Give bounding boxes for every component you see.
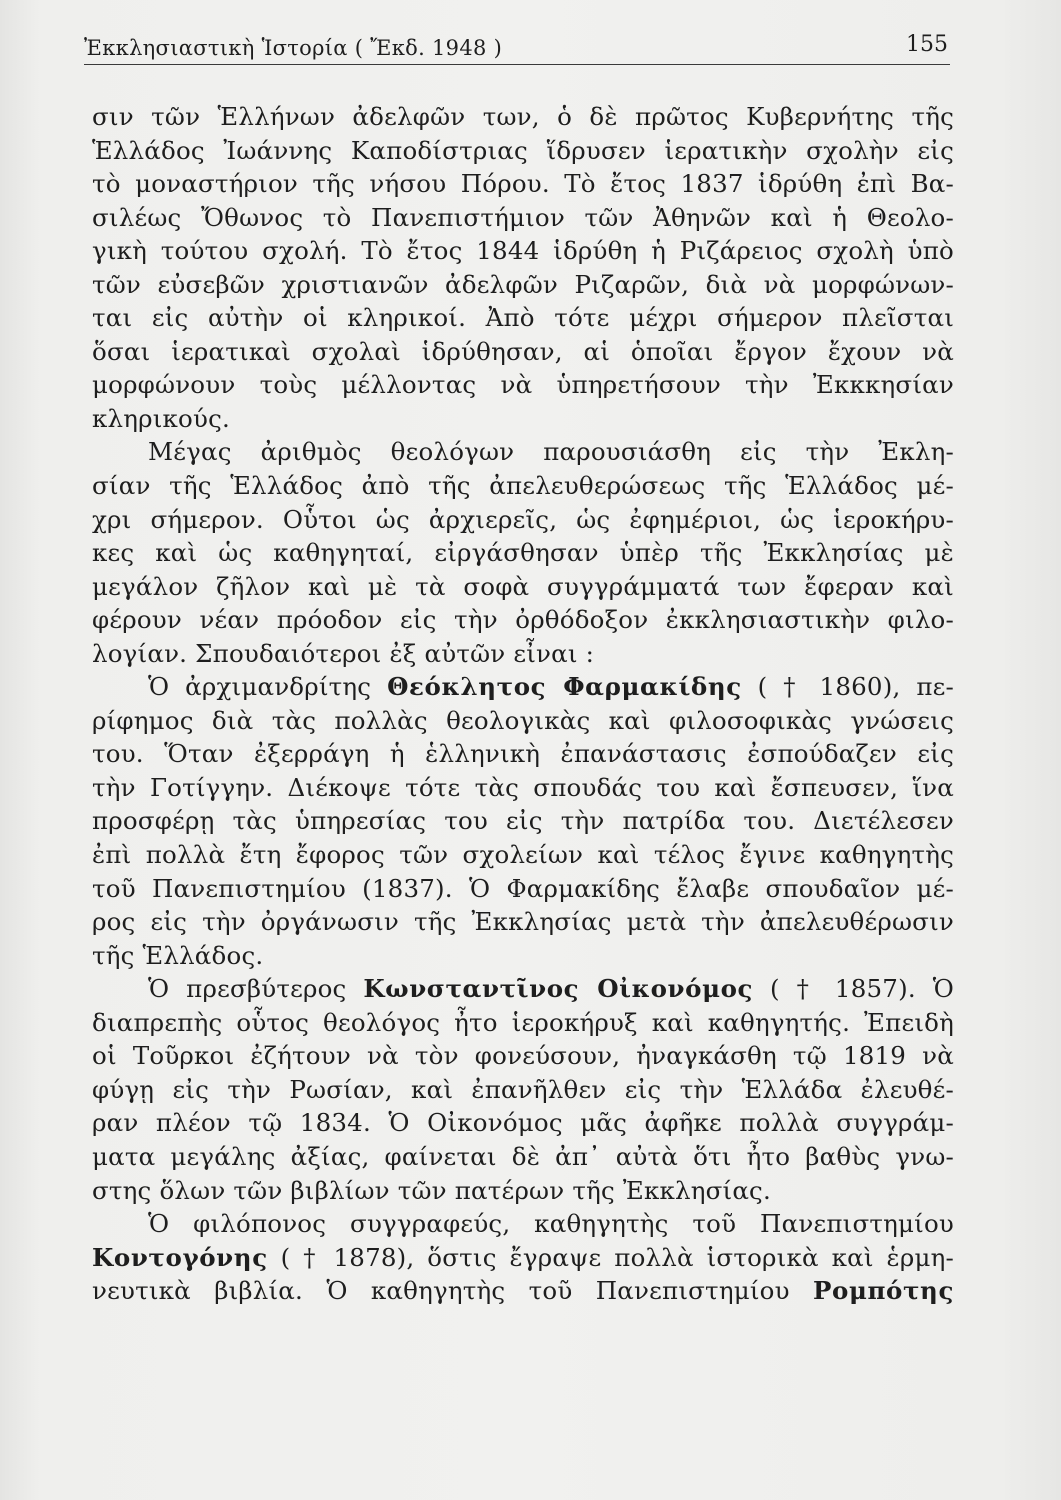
text-line: ματα μεγάλης ἀξίας, φαίνεται δὲ ἀπ᾽ αὐτὰ ὅτι ἦτο βαθὺς γνω-	[92, 1141, 954, 1171]
line-text: Ὁ ἀρχιμανδρίτης	[148, 672, 388, 702]
text-line	[92, 1241, 954, 1275]
text-line	[92, 1274, 954, 1308]
text-line: σιλέως Ὄθωνος τὸ Πανεπιστήμιον τῶν Ἀθηνῶν καὶ ἡ Θεολο-	[92, 202, 954, 232]
text-line	[92, 670, 954, 704]
text-line: του. Ὅταν ἐξερράγη ἡ ἑλληνικὴ ἐπανάστασις ἐσπούδαζεν εἰς	[92, 739, 954, 769]
text-line: χρι σήμερον. Οὗτοι ὡς ἀρχιερεῖς, ὡς ἐφημέριοι, ὡς ἱεροκήρυ-	[92, 504, 954, 534]
line-text: ( † 1857). Ὁ	[753, 974, 954, 1004]
line-text: ( † 1878), ὅστις ἔγραψε πολλὰ ἱστορικὰ καὶ ἑρμη-	[267, 1242, 954, 1272]
text-line: ὅσαι ἱερατικαὶ σχολαὶ ἱδρύθησαν, αἱ ὁποῖαι ἔργον ἔχουν νὰ	[92, 336, 954, 366]
running-title: Ἐκκλησιαστικὴ Ἱστορία ( Ἔκδ. 1948 )	[84, 36, 503, 60]
text-line: ται εἰς αὐτὴν οἱ κληρικοί. Ἀπὸ τότε μέχρι σήμερον πλεῖσται	[92, 303, 954, 333]
text-line: Ὁ φιλόπονος συγγραφεύς, καθηγητὴς τοῦ Πανεπιστημίου	[148, 1209, 954, 1239]
text-line: διαπρεπὴς οὗτος θεολόγος ἦτο ἱεροκήρυξ καὶ καθηγητής. Ἐπειδὴ	[92, 1007, 954, 1037]
text-line: φέρουν νέαν πρόοδον εἰς τὴν ὀρθόδοξον ἐκκλησιαστικὴν φιλο-	[92, 605, 954, 635]
text-line: σίαν τῆς Ἑλλάδος ἀπὸ τῆς ἀπελευθερώσεως τῆς Ἑλλάδος μέ-	[92, 471, 954, 501]
text-line: μορφώνουν τοὺς μέλλοντας νὰ ὑπηρετήσουν τὴν Ἐκκκησίαν	[92, 370, 954, 400]
text-line: τὸ μοναστήριον τῆς νήσου Πόρου. Τὸ ἔτος 1837 ἱδρύθη ἐπὶ Βα-	[92, 169, 954, 199]
page-number: 155	[906, 32, 948, 57]
text-line: τοῦ Πανεπιστημίου (1837). Ὁ Φαρμακίδης ἔλαβε σπουδαῖον μέ-	[92, 873, 954, 903]
person-name: Κοντογόνης	[92, 1242, 268, 1272]
running-header	[84, 30, 950, 65]
person-name: Ρομπότης	[813, 1276, 954, 1306]
line-text: νευτικὰ βιβλία. Ὁ καθηγητὴς τοῦ Πανεπιστημίου	[92, 1276, 813, 1306]
text-line: σιν τῶν Ἑλλήνων ἀδελφῶν των, ὁ δὲ πρῶτος Κυβερνήτης τῆς	[92, 102, 954, 131]
text-line: τῶν εὐσεβῶν χριστιανῶν ἀδελφῶν Ριζαρῶν, διὰ νὰ μορφώνων-	[92, 269, 954, 299]
line-text: Ὁ πρεσβύτερος	[148, 974, 364, 1004]
text-line: κληρικούς.	[92, 403, 230, 433]
person-name: Κωνσταντῖνος Οἰκονόμος	[363, 974, 754, 1004]
line-text: ( † 1860), πε-	[741, 672, 954, 702]
text-line: ρίφημος διὰ τὰς πολλὰς θεολογικὰς καὶ φιλοσοφικὰς γνώσεις	[92, 705, 954, 735]
text-line: φύγῃ εἰς τὴν Ρωσίαν, καὶ ἐπανῆλθεν εἰς τὴν Ἑλλάδα ἐλευθέ-	[92, 1074, 954, 1104]
text-line: τὴν Γοτίγγην. Διέκοψε τότε τὰς σπουδάς του καὶ ἔσπευσεν, ἵνα	[92, 772, 954, 802]
text-line: ρος εἰς τὴν ὀργάνωσιν τῆς Ἐκκλησίας μετὰ τὴν ἀπελευθέρωσιν	[92, 907, 954, 937]
text-line: γικὴ τούτου σχολή. Τὸ ἔτος 1844 ἱδρύθη ἡ Ριζάρειος σχολὴ ὑπὸ	[92, 236, 954, 266]
text-line: οἱ Τοῦρκοι ἐζήτουν νὰ τὸν φονεύσουν, ἠναγκάσθη τῷ 1819 νὰ	[92, 1041, 954, 1071]
text-line: τῆς Ἑλλάδος.	[92, 940, 264, 970]
person-name: Θεόκλητος Φαρμακίδης	[387, 672, 742, 702]
text-line: προσφέρῃ τὰς ὑπηρεσίας του εἰς τὴν πατρίδα του. Διετέλεσεν	[92, 806, 954, 836]
text-line	[92, 972, 954, 1006]
text-line: Ἑλλάδος Ἰωάννης Καποδίστριας ἵδρυσεν ἱερατικὴν σχολὴν εἰς	[92, 135, 954, 165]
text-line: ραν πλέον τῷ 1834. Ὁ Οἰκονόμος μᾶς ἀφῆκε πολλὰ συγγράμ-	[92, 1108, 954, 1138]
text-line: κες καὶ ὡς καθηγηταί, εἰργάσθησαν ὑπὲρ τῆς Ἐκκλησίας μὲ	[92, 538, 954, 568]
text-line: λογίαν. Σπουδαιότεροι ἐξ αὐτῶν εἶναι :	[92, 638, 595, 668]
text-line: Μέγας ἀριθμὸς θεολόγων παρουσιάσθη εἰς τὴν Ἐκλη-	[148, 437, 954, 467]
text-line: μεγάλον ζῆλον καὶ μὲ τὰ σοφὰ συγγράμματά των ἔφεραν καὶ	[92, 571, 954, 601]
text-line: ἐπὶ πολλὰ ἔτη ἔφορος τῶν σχολείων καὶ τέλος ἔγινε καθηγητὴς	[92, 840, 954, 870]
text-line: στης ὅλων τῶν βιβλίων τῶν πατέρων τῆς Ἐκκλησίας.	[92, 1175, 771, 1205]
body-text	[92, 100, 954, 1308]
